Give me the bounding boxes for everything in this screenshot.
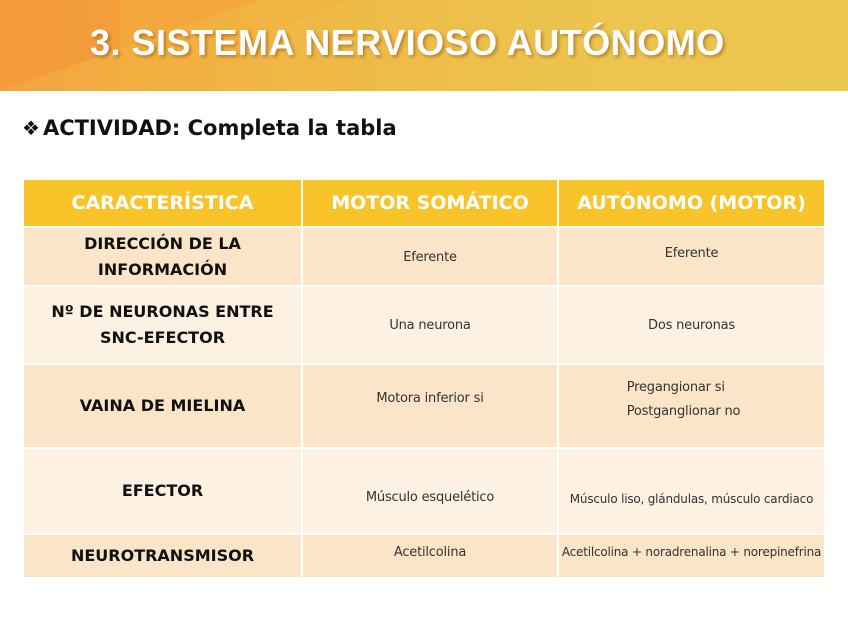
autonomic-cell — [558, 448, 825, 534]
row-label-line: NEUROTRANSMISOR — [70, 546, 255, 565]
somatic-value: Motora inferior si — [376, 391, 484, 406]
header-autonomic-motor: AUTÓNOMO (MOTOR) — [558, 179, 825, 227]
title-banner — [0, 0, 848, 91]
somatic-value: Músculo esquelético — [365, 490, 495, 505]
somatic-cell — [302, 448, 558, 534]
autonomic-cell — [558, 227, 825, 286]
autonomic-value-line: Pregangionar si — [626, 380, 725, 395]
autonomic-cell — [558, 364, 825, 448]
row-label — [23, 286, 302, 364]
activity-heading — [22, 116, 397, 140]
row-label — [23, 364, 302, 448]
row-label-line: VAINA DE MIELINA — [79, 396, 246, 415]
row-label-line: EFECTOR — [121, 481, 204, 500]
row-label — [23, 448, 302, 534]
somatic-cell — [302, 227, 558, 286]
row-label-line: Nº DE NEURONAS ENTRE — [51, 302, 274, 321]
header-characteristic: CARACTERÍSTICA — [23, 179, 302, 227]
autonomic-cell — [558, 534, 825, 578]
table-row — [23, 227, 825, 286]
somatic-cell — [302, 534, 558, 578]
somatic-value: Eferente — [403, 249, 457, 265]
diamond-bullet-icon: ❖ — [22, 116, 40, 140]
autonomic-value-stack — [627, 376, 741, 424]
table-row — [23, 286, 825, 364]
table-row — [23, 364, 825, 448]
autonomic-value-line: Postganglionar no — [626, 404, 741, 419]
autonomic-value: Acetilcolina + noradrenalina + norepinefrina — [561, 545, 822, 559]
row-label-line: DIRECCIÓN DE LA — [84, 233, 241, 253]
autonomic-value: Músculo liso, glándulas, músculo cardiaco — [569, 492, 814, 506]
somatic-cell — [302, 364, 558, 448]
comparison-table — [22, 178, 826, 579]
activity-text: ACTIVIDAD: Completa la tabla — [42, 116, 397, 140]
table-row — [23, 448, 825, 534]
autonomic-value: Dos neuronas — [648, 318, 735, 333]
header-somatic-motor: MOTOR SOMÁTICO — [302, 179, 558, 227]
row-label-line: SNC-EFECTOR — [99, 328, 226, 347]
somatic-value: Acetilcolina — [393, 545, 467, 560]
row-label-line: INFORMACIÓN — [97, 259, 228, 279]
row-label — [23, 227, 302, 286]
row-label — [23, 534, 302, 578]
table-row — [23, 534, 825, 578]
table-header-row — [23, 179, 825, 227]
somatic-cell — [302, 286, 558, 364]
slide-title: 3. SISTEMA NERVIOSO AUTÓNOMO — [90, 22, 725, 63]
autonomic-cell — [558, 286, 825, 364]
autonomic-value: Eferente — [664, 245, 719, 261]
somatic-value: Una neurona — [389, 318, 471, 333]
